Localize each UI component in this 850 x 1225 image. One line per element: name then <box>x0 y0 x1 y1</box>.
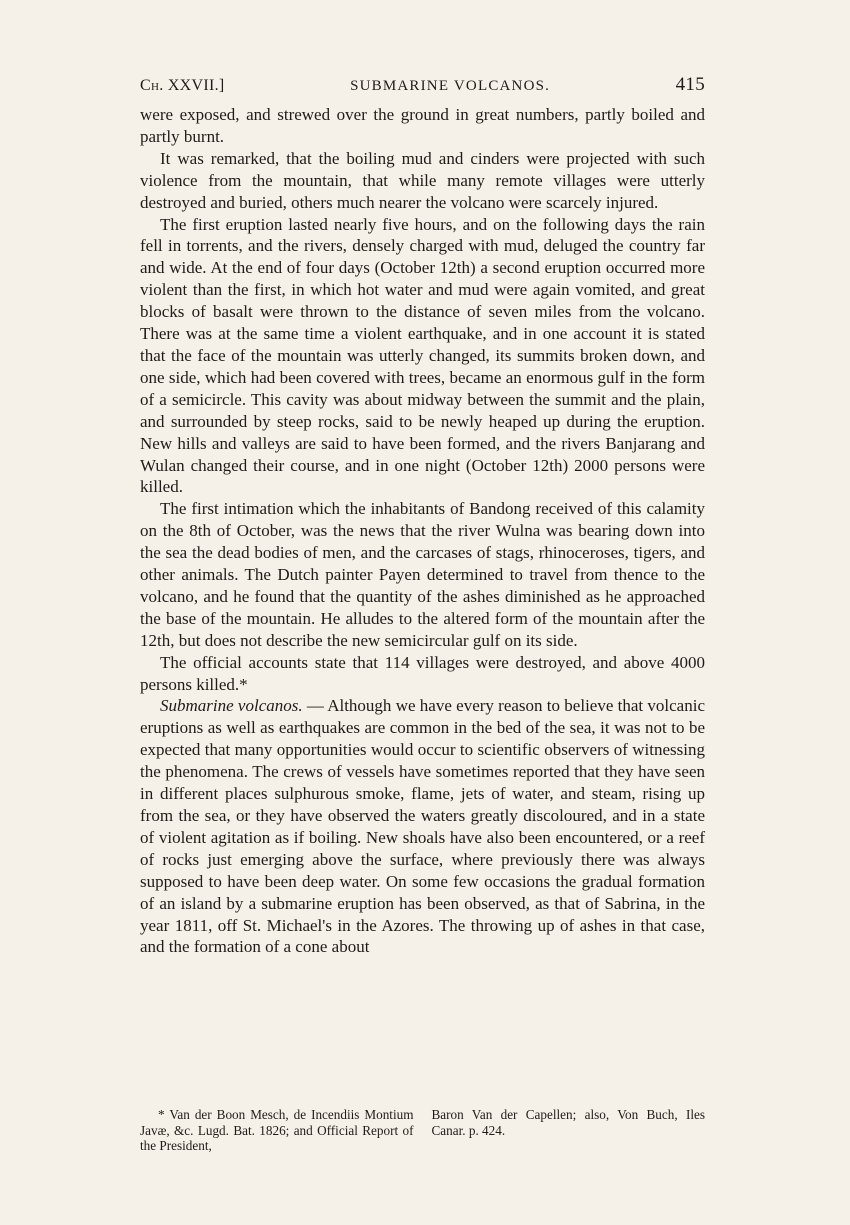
footnote <box>140 1107 705 1154</box>
body-text <box>140 104 705 958</box>
running-header <box>140 74 705 100</box>
paragraph-first-eruption: The first eruption lasted nearly five hours, and on the following days the rain fell in torrents, and the rivers, densely charged with mud, deluged the country far and wide. At the end of four days (October 12th) a second eruption occurred more violent than the first, in which hot water and mud were again vomited, and great blocks of basalt were thrown to the distance of seven miles from the volcano. There was at the same time a violent earthquake, and in one account it is stated that the face of the mountain was utterly changed, its summits broken down, and one side, which had been covered with trees, became an enormous gulf in the form of a semicircle. This cavity was about midway between the summit and the plain, and surrounded by steep rocks, said to be newly heaped up during the eruption. New hills and valleys are said to have been formed, and the rivers Banjarang and Wulan changed their course, and in one night (October 12th) 2000 persons were killed. <box>140 214 705 497</box>
section-heading: Submarine volcanos. <box>160 696 303 716</box>
running-title: SUBMARINE VOLCANOS. <box>350 78 551 94</box>
paragraph-official-accounts: The official accounts state that 114 villages were destroyed, and above 4000 persons killed.* <box>140 652 705 694</box>
chapter-label: Ch. XXVII.] <box>140 77 225 94</box>
paragraph-submarine-volcanos <box>140 695 705 958</box>
footnote-left-column: * Van der Boon Mesch, de Incendiis Montium Javæ, &c. Lugd. Bat. 1826; and Official Report of the President, <box>140 1107 414 1153</box>
footnote-right-column: Baron Van der Capellen; also, Von Buch, Iles Canar. p. 424. <box>431 1107 705 1138</box>
paragraph-mud-cinders: It was remarked, that the boiling mud and cinders were projected with such violence from the mountain, that while many remote villages were utterly destroyed and buried, others much nearer the volcano were scarcely injured. <box>140 148 705 212</box>
section-text: — Although we have every reason to believe that volcanic eruptions as well as earthquakes are common in the bed of the sea, it was not to be expected that many opportunities would occur to scientific observers of witnessing the phenomena. The crews of vessels have sometimes reported that they have seen in different places sulphurous smoke, flame, jets of water, and steam, rising up from the sea, or they have observed the waters greatly discoloured, and in a state of violent agitation as if boiling. New shoals have also been encountered, or a reef of rocks just emerging above the surface, where previously there was always supposed to have been deep water. On some few occasions the gradual formation of an island by a submarine eruption has been observed, as that of Sabrina, in the year 1811, off St. Michael's in the Azores. The throwing up of ashes in that case, and the formation of a cone about <box>140 696 705 957</box>
paragraph-continued: were exposed, and strewed over the ground in great numbers, partly boiled and partly burnt. <box>140 105 705 146</box>
page-number: 415 <box>675 74 705 95</box>
paragraph-bandong: The first intimation which the inhabitants of Bandong received of this calamity on the 8th of October, was the news that the river Wulna was bearing down into the sea the dead bodies of men, and the carcases of stags, rhinoceroses, tigers, and other animals. The Dutch painter Payen determined to travel from thence to the volcano, and he found that the quantity of the ashes diminished as he approached the base of the mountain. He alludes to the altered form of the mountain after the 12th, but does not describe the new semicircular gulf on its side. <box>140 499 705 650</box>
